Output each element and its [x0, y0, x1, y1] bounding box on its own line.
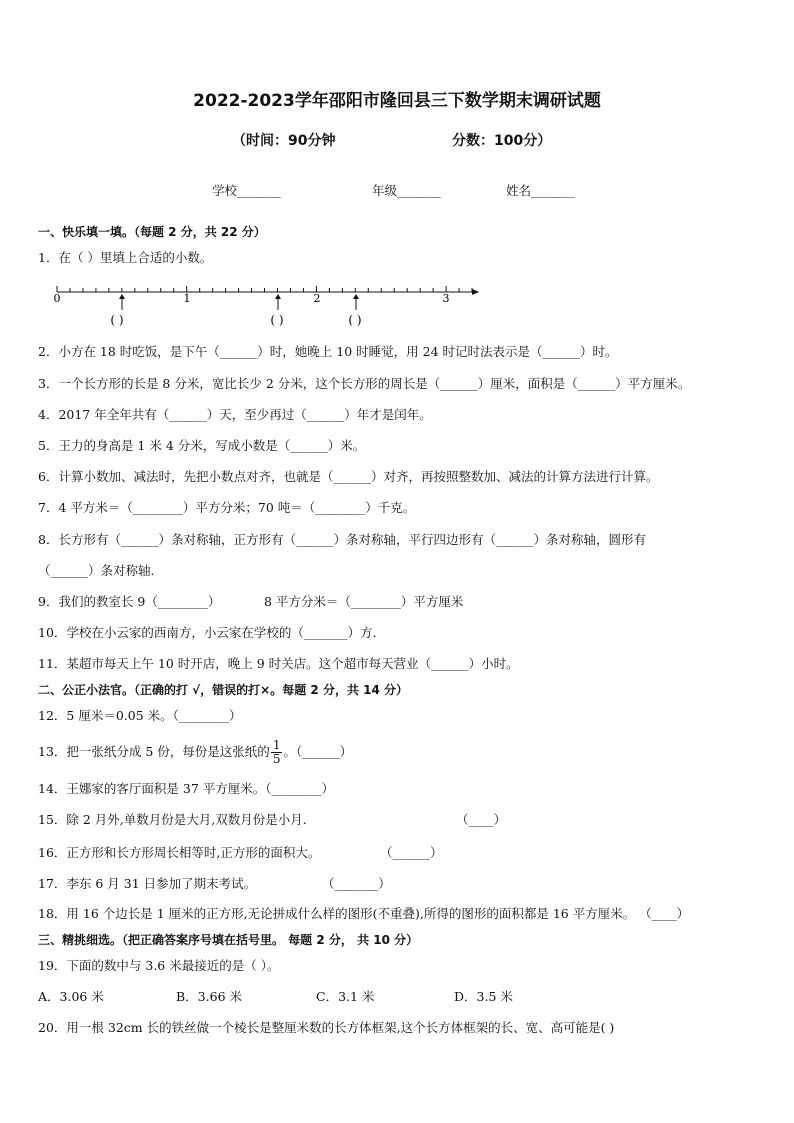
exam-time: （时间：90分钟	[232, 133, 336, 149]
number-line	[0, 282, 794, 342]
question-19-options	[38, 988, 513, 1006]
question-13-blank: 。（______）	[283, 744, 353, 759]
number-line-axis	[57, 289, 479, 295]
section-3-heading: 三、精挑细选。（把正确答案序号填在括号里。 每题 2 分， 共 10 分）	[38, 933, 419, 947]
option-a[interactable]: A．3.06 米	[38, 989, 104, 1004]
question-13-text: 13．把一张纸分成 5 份，每份是这张纸的	[38, 744, 270, 759]
question-9-part-b: 8 平方分米＝（________）平方厘米	[264, 594, 464, 609]
answer-blank-3[interactable]: ( )	[348, 313, 362, 327]
tick-label-0: 0	[53, 292, 61, 305]
question-16-text: 16．正方形和长方形周长相等时,正方形的面积大。	[38, 845, 321, 860]
question-9	[38, 593, 464, 611]
answer-blank-1[interactable]: ( )	[110, 313, 124, 327]
tick-label-2: 2	[313, 292, 321, 305]
name-field[interactable]: 姓名_______	[506, 183, 575, 198]
question-17-text: 17．李东 6 月 31 日参加了期末考试。	[38, 876, 257, 891]
question-18: 18．用 16 个边长是 1 厘米的正方形,无论拼成什么样的图形(不重叠),所得的图形的面积都是 16 平方厘米。 （____）	[38, 906, 690, 921]
fraction-denominator: 5	[272, 752, 281, 766]
question-13	[38, 735, 352, 769]
grade-field[interactable]: 年级_______	[372, 183, 441, 198]
option-b[interactable]: B．3.66 米	[176, 989, 242, 1004]
question-16	[38, 844, 443, 862]
question-19: 19．下面的数中与 3.6 米最接近的是（ ）。	[38, 958, 280, 973]
question-8: 8．长方形有（______）条对称轴，正方形有（______）条对称轴，平行四边形有（______）条对称轴，圆形有	[38, 532, 646, 547]
number-line-ticks	[57, 286, 472, 292]
school-field[interactable]: 学校_______	[212, 183, 281, 198]
question-8-continued: （______）条对称轴．	[38, 563, 164, 578]
question-15	[38, 811, 507, 829]
question-17	[38, 875, 391, 893]
question-10: 10．学校在小云家的西南方，小云家在学校的（_______）方．	[38, 625, 386, 640]
tick-label-1: 1	[183, 292, 191, 305]
question-9-part-a: 9．我们的教室长 9（________）	[38, 594, 221, 609]
question-4: 4．2017 年全年共有（______）天，至少再过（______）年才是闰年。	[38, 407, 432, 422]
question-1: 1．在（ ）里填上合适的小数。	[38, 250, 213, 265]
fraction-one-fifth	[271, 739, 283, 766]
arrow-3	[353, 294, 359, 310]
option-d[interactable]: D．3.5 米	[454, 989, 513, 1004]
question-6: 6．计算小数加、减法时，先把小数点对齐，也就是（______）对齐，再按照整数加、减法的计算方法进行计算。	[38, 469, 659, 484]
answer-blank-2[interactable]: ( )	[270, 313, 284, 327]
question-15-blank: （____）	[456, 812, 507, 827]
section-2-heading: 二、公正小法官。（正确的打 √，错误的打×。每题 2 分，共 14 分）	[38, 683, 408, 697]
tick-label-3: 3	[442, 292, 450, 305]
question-12: 12．5 厘米＝0.05 米。（________）	[38, 708, 242, 723]
page-title: 2022-2023学年邵阳市隆回县三下数学期末调研试题	[193, 91, 601, 111]
question-15-text: 15．除 2 月外,单数月份是大月,双数月份是小月.	[38, 812, 307, 827]
question-5: 5．王力的身高是 1 米 4 分米，写成小数是（______）米。	[38, 438, 366, 453]
question-14: 14．王娜家的客厅面积是 37 平方厘米。（________）	[38, 781, 335, 796]
question-11: 11．某超市每天上午 10 时开店，晚上 9 时关店。这个超市每天营业（______）小时。	[38, 656, 519, 671]
arrow-2	[275, 294, 281, 310]
question-3: 3．一个长方形的长是 8 分米，宽比长少 2 分米，这个长方形的周长是（______）厘米，面积是（______）平方厘米。	[38, 376, 691, 391]
fraction-numerator: 1	[272, 738, 281, 752]
section-1-heading: 一、快乐填一填。（每题 2 分，共 22 分）	[38, 225, 266, 239]
arrow-1	[119, 294, 125, 310]
question-7: 7．4 平方米＝（________）平方分米；70 吨＝（________）千克。	[38, 500, 416, 515]
question-20: 20．用一根 32cm 长的铁丝做一个棱长是整厘米数的长方体框架,这个长方体框架的长、宽、高可能是( )	[38, 1020, 615, 1035]
option-c[interactable]: C．3.1 米	[316, 989, 375, 1004]
question-2: 2．小方在 18 时吃饭，是下午（______）时，她晚上 10 时睡觉，用 24 时记时法表示是（______）时。	[38, 344, 618, 359]
question-17-blank: （_______）	[322, 876, 391, 891]
exam-score: 分数：100分）	[452, 133, 552, 149]
number-line-labels	[54, 292, 450, 305]
question-16-blank: （______）	[380, 845, 443, 860]
